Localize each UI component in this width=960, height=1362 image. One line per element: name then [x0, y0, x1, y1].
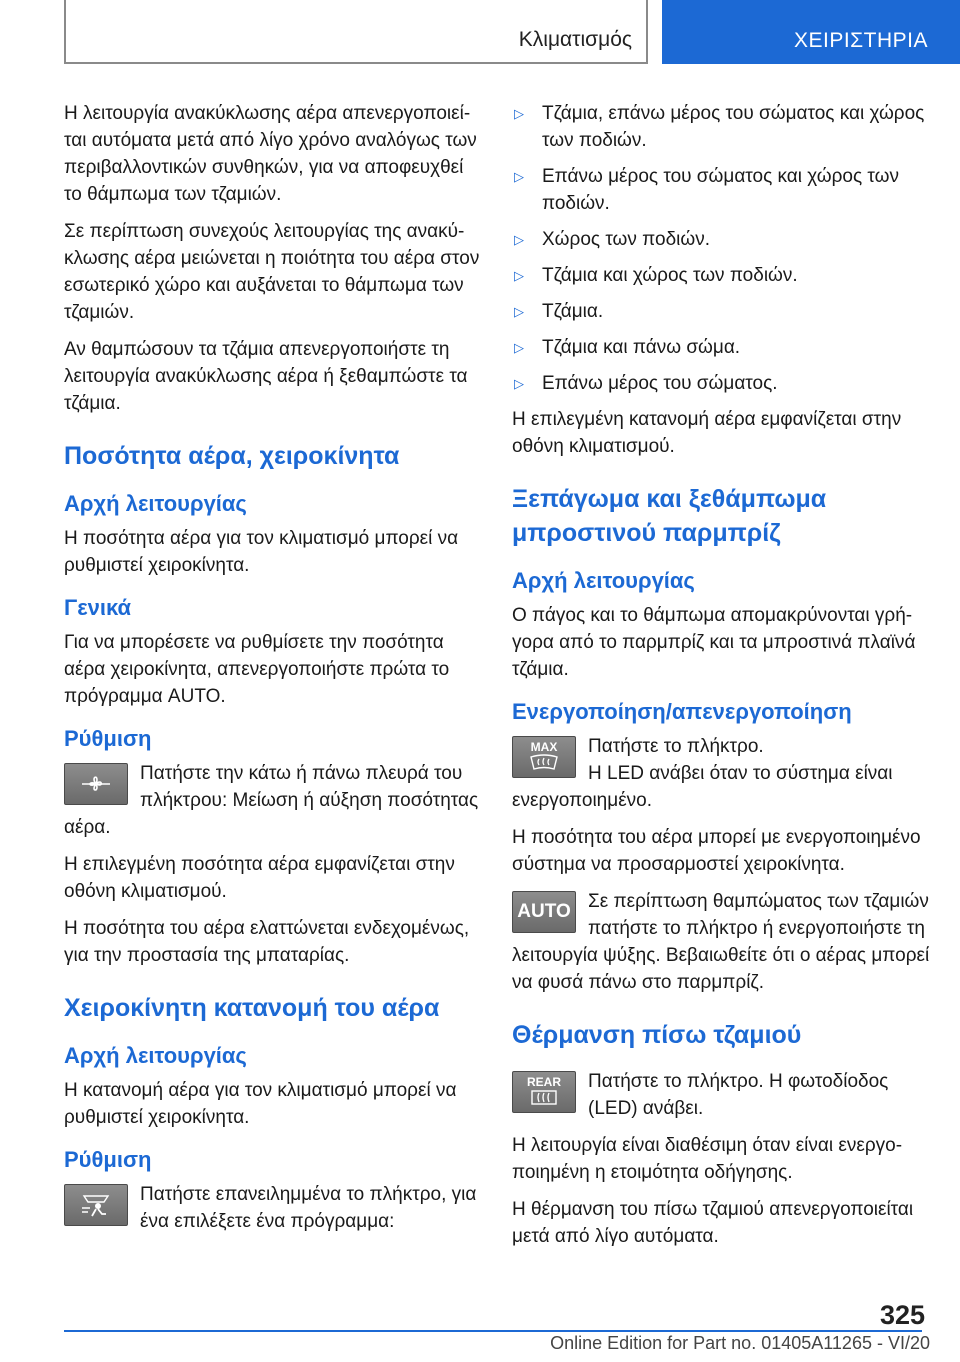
list-item: ▷ Τζάμια, επάνω μέρος του σώματος και χώρος των ποδιών.	[512, 100, 930, 154]
fan-icon	[76, 770, 116, 798]
header-section-title: Κλιματισμός	[518, 28, 632, 51]
paragraph: Πατήστε το πλήκτρο. Η φωτοδίοδος (LED) ανάβει.	[588, 1071, 889, 1119]
rear-defrost-button-image	[512, 1071, 576, 1113]
triangle-bullet-icon: ▷	[514, 169, 524, 184]
auto-button-image	[512, 891, 576, 933]
max-label: MAX	[530, 740, 558, 754]
list-item: ▷ Τζάμια και χώρος των ποδιών.	[512, 262, 930, 289]
paragraph: Πατήστε επανειλημμένα το πλήκτρο, για ένα επιλέξετε ένα πρόγραμμα:	[140, 1184, 477, 1232]
air-distribution-icon	[76, 1190, 116, 1220]
subheading-setting: Ρύθμιση	[64, 1147, 152, 1172]
paragraph: Ο πάγος και το θάμπωμα απομακρύνονται γρήγορα από το παρμπρίζ και τα μπροστινά πλαϊνά τζάμια.	[512, 605, 916, 680]
max-button-row	[512, 733, 930, 814]
paragraph: Για να μπορέσετε να ρυθμίσετε την ποσότητα αέρα χειροκίνητα, απενεργοποιήστε πρώτα το πρόγραμμα AUTO.	[64, 632, 450, 707]
paragraph: Η LED ανάβει όταν το σύστημα είναι ενεργοποιημένο.	[512, 763, 893, 811]
paragraph: Αν θαμπώσουν τα τζάμια απενεργοποιήστε τη λειτουργία ανακύκλωσης αέρα ή ξεθαμπώστε τα τζάμια.	[64, 339, 468, 414]
paragraph: Πατήστε το πλήκτρο.	[588, 736, 764, 757]
fan-button-row	[64, 760, 482, 841]
header-chapter-title: ΧΕΙΡΙΣΤΗΡΙΑ	[793, 29, 928, 52]
paragraph: Η επιλεγμένη ποσότητα αέρα εμφανίζεται στην οθόνη κλιματισμού.	[64, 854, 455, 902]
triangle-bullet-icon: ▷	[514, 376, 524, 391]
paragraph: Η επιλεγμένη κατανομή αέρα εμφανίζεται στην οθόνη κλιματισμού.	[512, 409, 902, 457]
paragraph: Η ποσότητα αέρα για τον κλιματισμό μπορεί να ρυθμιστεί χειροκίνητα.	[64, 528, 459, 576]
triangle-bullet-icon: ▷	[514, 304, 524, 319]
heading-air-quantity: Ποσότητα αέρα, χειροκίνητα	[64, 442, 400, 470]
left-column	[64, 100, 482, 1245]
paragraph: Σε περίπτωση συνεχούς λειτουργίας της ανακύκλωσης αέρα μειώνεται η ποιότητα του αέρα στον εσωτερικό χώρο και αυξάνεται το θάμπωμα των τζαμιών.	[64, 221, 480, 323]
right-column	[512, 100, 930, 1260]
paragraph: Η ποσότητα του αέρα ελαττώνεται ενδεχομένως, για την προστασία της μπαταρίας.	[64, 918, 470, 966]
heading-defrost: Ξεπάγωμα και ξεθάμπωμα μπροστινού παρμπρίζ	[512, 485, 827, 547]
auto-button-row	[512, 888, 930, 996]
subheading-principle: Αρχή λειτουργίας	[64, 491, 247, 516]
page-number: 325	[880, 1300, 926, 1330]
header-chapter-box	[662, 0, 960, 64]
list-item: ▷ Επάνω μέρος του σώματος και χώρος των ποδιών.	[512, 163, 930, 217]
paragraph: Η θέρμανση του πίσω τζαμιού απενεργοποιείται μετά από λίγο αυτόματα.	[512, 1199, 914, 1247]
paragraph: Η κατανομή αέρα για τον κλιματισμό μπορεί να ρυθμιστεί χειροκίνητα.	[64, 1080, 457, 1128]
triangle-bullet-icon: ▷	[514, 268, 524, 283]
rear-window-heating-icon	[527, 1088, 561, 1108]
fan-speed-button-image	[64, 763, 128, 805]
auto-label: AUTO	[517, 901, 571, 922]
rear-button-row	[512, 1068, 930, 1122]
subheading-setting: Ρύθμιση	[64, 726, 152, 751]
distribution-button-row	[64, 1181, 482, 1235]
header-section-box	[64, 0, 648, 64]
list-item: ▷ Χώρος των ποδιών.	[512, 226, 930, 253]
paragraph: Η ποσότητα του αέρα μπορεί με ενεργοποιημένο σύστημα να προσαρμοστεί χειροκίνητα.	[512, 827, 921, 875]
distribution-program-list	[512, 100, 930, 397]
air-distribution-button-image	[64, 1184, 128, 1226]
footer-edition: Online Edition for Part no. 01405A11265 - VI/20	[550, 1333, 930, 1353]
triangle-bullet-icon: ▷	[514, 106, 524, 121]
paragraph: Σε περίπτωση θαμπώματος των τζαμιών πατήστε το πλήκτρο ή ενεργοποιήστε τη λειτουργία ψύξης. Βεβαιωθείτε ότι ο αέρας μπορεί να φυσά πάνω στο παρμπρίζ.	[512, 891, 930, 993]
subheading-principle: Αρχή λειτουργίας	[512, 568, 695, 593]
triangle-bullet-icon: ▷	[514, 340, 524, 355]
heading-air-distribution: Χειροκίνητη κατανομή του αέρα	[64, 994, 440, 1022]
list-item: ▷ Τζάμια.	[512, 298, 930, 325]
max-defrost-button-image	[512, 736, 576, 778]
list-item: ▷ Επάνω μέρος του σώματος.	[512, 370, 930, 397]
paragraph: Η λειτουργία ανακύκλωσης αέρα απενεργοποιείται αυτόματα μετά από λίγο χρόνο αναλόγως των περιβαλλοντικών συνθηκών, για να αποφευχθεί το θάμπωμα των τζαμιών.	[64, 103, 477, 205]
subheading-principle: Αρχή λειτουργίας	[64, 1043, 247, 1068]
windshield-defrost-icon	[527, 753, 561, 773]
triangle-bullet-icon: ▷	[514, 232, 524, 247]
list-item: ▷ Τζάμια και πάνω σώμα.	[512, 334, 930, 361]
subheading-on-off: Ενεργοποίηση/απενεργοποίηση	[512, 699, 852, 724]
heading-rear-window-heating: Θέρμανση πίσω τζαμιού	[512, 1021, 802, 1049]
rear-label: REAR	[526, 1075, 561, 1089]
subheading-general: Γενικά	[64, 595, 132, 620]
footer-divider	[64, 1330, 922, 1332]
paragraph: Πατήστε την κάτω ή πάνω πλευρά του πλήκτρου: Μείωση ή αύξηση ποσότητας αέρα.	[64, 763, 479, 838]
paragraph: Η λειτουργία είναι διαθέσιμη όταν είναι ενεργοποιημένη η ετοιμότητα οδήγησης.	[512, 1135, 903, 1183]
